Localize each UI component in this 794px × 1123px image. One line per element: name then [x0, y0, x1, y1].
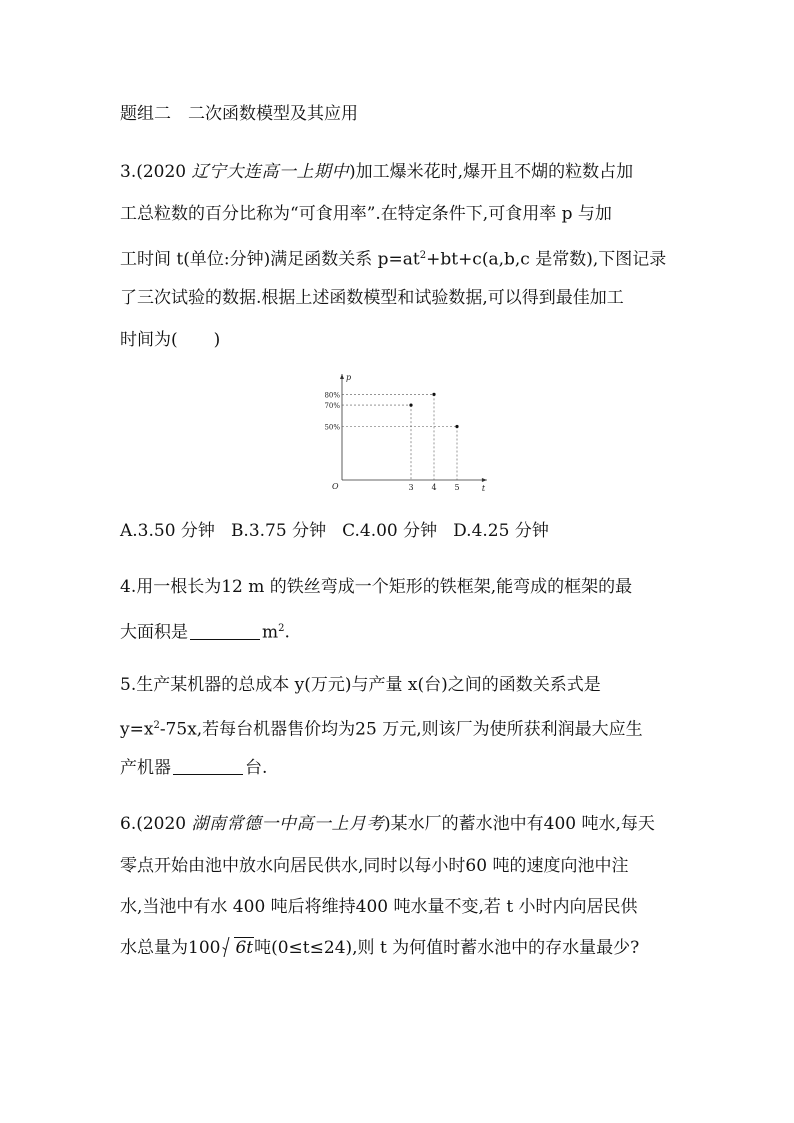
y-axis-arrow: [340, 374, 344, 379]
q3-line-2: 工总粒数的百分比称为“可食用率”.在特定条件下,可食用率 p 与加: [120, 204, 612, 224]
q6-line-4b: 吨(0≤t≤24),则 t 为何值时蓄水池中的存水量最少?: [254, 938, 640, 958]
q4-answer-blank[interactable]: [190, 623, 260, 640]
q3-line-3a: 工时间 t(单位:分钟)满足函数关系 p=at: [120, 249, 420, 270]
option-a[interactable]: A.3.50 分钟: [120, 521, 215, 541]
q3-line-5: [120, 328, 220, 352]
x-axis-arrow: [482, 478, 487, 482]
y-axis-label: p: [346, 373, 352, 382]
q6-line-3: 水,当池中有水 400 吨后将维持400 吨水量不变,若 t 小时内向居民供: [120, 897, 638, 917]
q4-unit: m: [262, 622, 279, 643]
q4-line-2: [120, 617, 290, 645]
q3-source: 辽宁大连高一上期中: [191, 162, 350, 182]
x-tick-label: 4: [431, 483, 437, 492]
q5-exponent: 2: [153, 720, 160, 731]
q3-options: [120, 519, 565, 543]
data-point: [455, 425, 458, 428]
y-tick-label: 80%: [324, 391, 340, 400]
sqrt-radicand: 6t: [235, 938, 254, 958]
y-tick-label: 50%: [324, 423, 340, 432]
q6-number: 6.(2020: [120, 814, 187, 834]
q5-line-2: [120, 714, 643, 742]
q6-line-2: 零点开始由池中放水向居民供水,同时以每小时60 吨的速度向池中注: [120, 856, 629, 876]
q3-line-1: [120, 160, 633, 184]
q4-line-2a: 大面积是: [120, 622, 188, 643]
q5-line-3: [120, 756, 267, 780]
q3-answer-paren-open: 时间为(: [120, 330, 178, 350]
q6-text: )某水厂的蓄水池中有400 吨水,每天: [384, 814, 655, 834]
q3-number: 3.(2020: [120, 162, 187, 182]
origin-label: O: [332, 482, 339, 491]
q5-line-2b: -75x,若每台机器售价均为25 万元,则该厂为使所获利润最大应生: [159, 719, 643, 740]
option-d[interactable]: D.4.25 分钟: [453, 521, 549, 541]
x-axis-label: t: [481, 484, 486, 493]
q6-source: 湖南常德一中高一上月考: [191, 814, 385, 834]
q4-period: .: [284, 622, 290, 643]
q5-answer-blank[interactable]: [173, 758, 243, 775]
x-tick-label: 5: [454, 483, 460, 492]
option-b[interactable]: B.3.75 分钟: [230, 521, 327, 541]
q5-line-1: 5.生产某机器的总成本 y(万元)与产量 x(台)之间的函数关系式是: [120, 675, 601, 695]
q3-answer-paren-close: ): [213, 330, 221, 350]
data-point: [409, 404, 412, 407]
q6-line-1: [120, 812, 655, 836]
section-title: 题组二 二次函数模型及其应用: [120, 104, 358, 124]
q3-chart: [310, 368, 490, 498]
q3-exponent: 2: [419, 250, 427, 261]
q3-line-3b: +bt+c(a,b,c 是常数),下图记录: [426, 249, 667, 270]
q6-line-4: [120, 936, 639, 960]
q5-line-3a: 产机器: [120, 758, 171, 778]
y-tick-label: 70%: [324, 402, 340, 411]
q4-line-1: 4.用一根长为12 m 的铁丝弯成一个矩形的铁框架,能弯成的框架的最: [120, 577, 633, 597]
sqrt-symbol: [222, 936, 254, 960]
data-point: [432, 393, 435, 396]
x-tick-label: 3: [408, 483, 414, 492]
option-c[interactable]: C.4.00 分钟: [342, 521, 438, 541]
q5-line-2a: y=x: [120, 719, 154, 740]
q5-line-3b: 台.: [245, 758, 268, 778]
q4-exponent: 2: [278, 623, 285, 634]
q3-text: )加工爆米花时,爆开且不煳的粒数占加: [349, 162, 634, 182]
q3-line-3: [120, 244, 666, 272]
q3-line-4: 了三次试验的数据.根据上述函数模型和试验数据,可以得到最佳加工: [120, 288, 624, 308]
q6-line-4a: 水总量为100: [120, 938, 221, 958]
